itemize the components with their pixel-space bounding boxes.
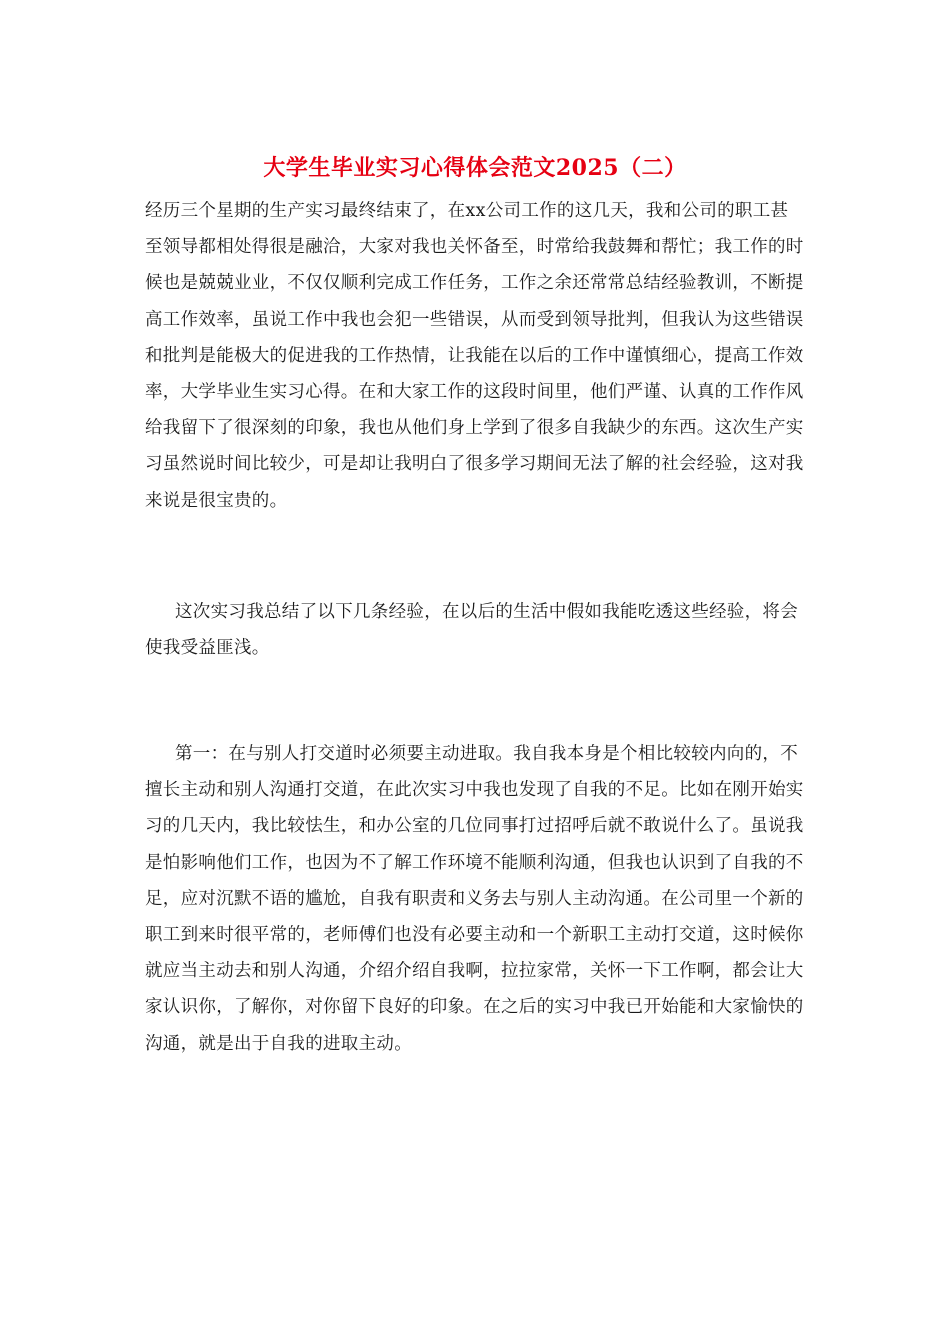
document-title: 大学生毕业实习心得体会范文2025（二）: [263, 155, 687, 181]
paragraph-summary: 这次实习我总结了以下几条经验，在以后的生活中假如我能吃透这些经验，将会使我受益匪浅。: [145, 602, 798, 659]
paragraph-intro: 经历三个星期的生产实习最终结束了，在xx公司工作的这几天，我和公司的职工甚至领导都相处得很是融洽，大家对我也关怀备至，时常给我鼓舞和帮忙；我工作的时候也是兢兢业业，不仅仅顺利完成工作任务，工作之余还常常总结经验教训，不断提高工作效率，虽说工作中我也会犯一些错误，从而受到领导批判，但我认为这些错误和批判是能极大的促进我的工作热情，让我能在以后的工作中谨慎细心，提高工作效率，大学毕业生实习心得。在和大家工作的这段时间里，他们严谨、认真的工作作风给我留下了很深刻的印象，我也从他们身上学到了很多自我缺少的东西。这次生产实习虽然说时间比较少，可是却让我明白了很多学习期间无法了解的社会经验，这对我来说是很宝贵的。: [145, 201, 804, 511]
paragraph-first-point: 第一：在与别人打交道时必须要主动进取。我自我本身是个相比较较内向的，不擅长主动和别人沟通打交道，在此次实习中我也发现了自我的不足。比如在刚开始实习的几天内，我比较怯生，和办公室的几位同事打过招呼后就不敢说什么了。虽说我是怕影响他们工作，也因为不了解工作环境不能顺利沟通，但我也认识到了自我的不足，应对沉默不语的尴尬，自我有职责和义务去与别人主动沟通。在公司里一个新的职工到来时很平常的，老师傅们也没有必要主动和一个新职工主动打交道，这时候你就应当主动去和别人沟通，介绍介绍自我啊，拉拉家常，关怀一下工作啊，都会让大家认识你，了解你，对你留下良好的印象。在之后的实习中我已开始能和大家愉快的沟通，就是出于自我的进取主动。: [145, 744, 804, 1054]
